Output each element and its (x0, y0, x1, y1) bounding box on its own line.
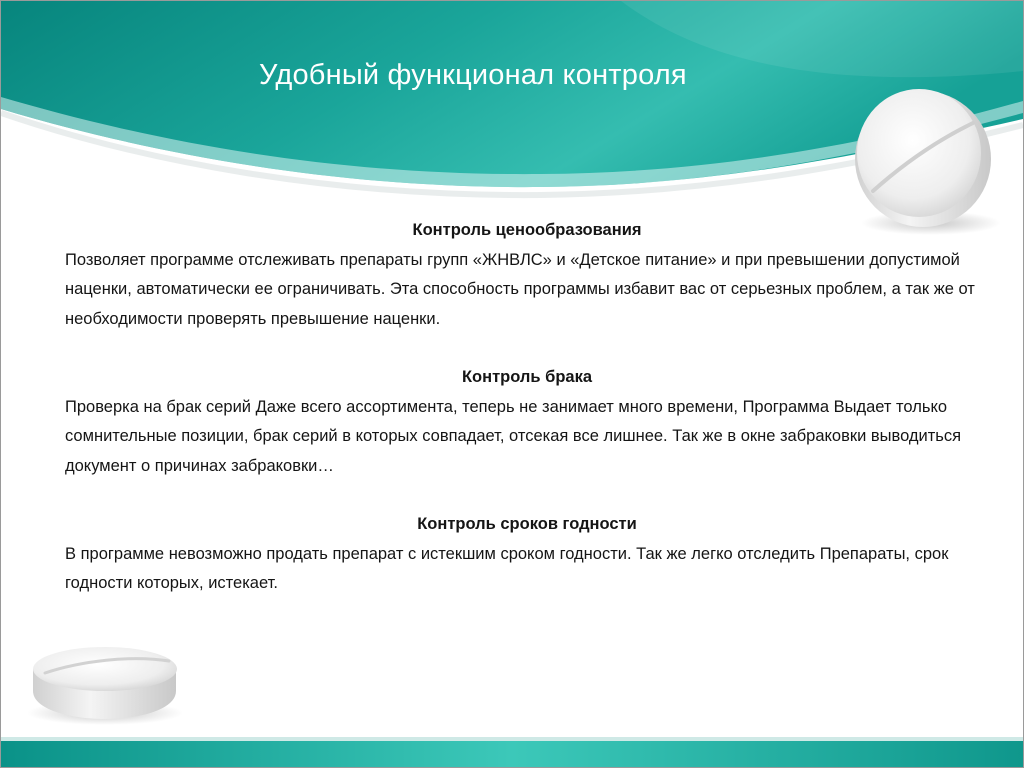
section-defect-control (65, 363, 989, 481)
slide-title: Удобный функционал контроля (259, 59, 687, 91)
section-heading: Контроль ценообразования (412, 221, 642, 239)
section-text: Позволяет программе отслеживать препараты групп «ЖНВЛС» и «Детское питание» и при превышении допустимой наценки, автоматически ее ограничивать. Эта способность программы избавит вас от серьезных проблем, а так же от необходимости проверять превышение наценки. (65, 250, 975, 328)
footer-band (1, 741, 1023, 767)
section-heading: Контроль брака (461, 368, 593, 386)
section-heading: Контроль сроков годности (417, 515, 637, 533)
pill-bottom-left (27, 647, 183, 725)
section-text: Проверка на брак серий Даже всего ассортимента, теперь не занимает много времени, Программа Выдает только сомнительные позиции, брак серий в которых совпадает, отсекая все лишнее. Так же в окне забраковки выводиться документ о причинах забраковки… (65, 397, 962, 475)
section-pricing-control (65, 216, 989, 334)
section-text: В программе невозможно продать препарат с истекшим сроком годности. Так же легко отследить Препараты, срок годности которых, истекает. (65, 544, 949, 592)
section-expiry-control (65, 510, 989, 599)
content-area (65, 216, 989, 628)
